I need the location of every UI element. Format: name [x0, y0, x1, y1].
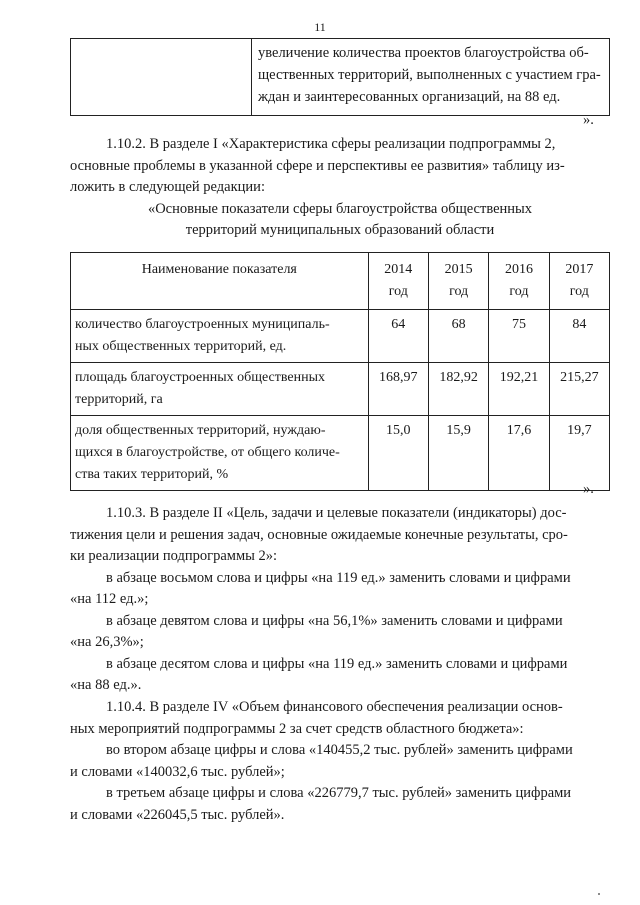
header-year: [368, 253, 428, 310]
paragraph-line: основные проблемы в указанной сфере и перспективы ее развития» таблицу из-: [70, 157, 565, 174]
year-unit: год: [569, 284, 589, 299]
paragraph-line: и словами «140032,6 тыс. рублей»;: [70, 763, 285, 780]
row-name-line: ных общественных территорий, ед.: [75, 339, 287, 354]
year-label: 2016: [504, 262, 533, 277]
row-name-line: площадь благоустроенных общественных: [75, 370, 326, 385]
paragraph-line: 1.10.2. В разделе I «Характеристика сферы реализации подпрограммы 2,: [106, 136, 556, 152]
header-name: Наименование показателя: [71, 253, 369, 310]
paragraph-line: в абзаце девятом слова и цифры «на 56,1%» заменить словами и цифрами: [106, 612, 563, 629]
value-cell: 64: [368, 310, 428, 363]
paragraph-line: во втором абзаце цифры и слова «140455,2 тыс. рублей» заменить цифрами: [106, 742, 573, 758]
table-row: [71, 310, 610, 363]
row-name: [71, 363, 369, 416]
closing-quote: ».: [583, 481, 594, 497]
table-title: [70, 199, 610, 241]
scan-speck: [598, 893, 600, 895]
header-year: [549, 253, 609, 310]
value-cell: 182,92: [428, 363, 488, 416]
indicators-table: [70, 252, 610, 491]
header-year: [428, 253, 488, 310]
year-label: 2014: [384, 262, 413, 277]
year-unit: год: [509, 284, 529, 299]
indicator-line: ждан и заинтересованных организаций, на 88 ед.: [258, 89, 561, 105]
row-name-line: щихся в благоустройстве, от общего количе-: [75, 445, 340, 460]
paragraph-line: тижения цели и решения задач, основные ожидаемые конечные результаты, сро-: [70, 526, 568, 543]
value-cell: 215,27: [549, 363, 609, 416]
table-row: [71, 416, 610, 491]
table-row: [71, 363, 610, 416]
value-cell: 192,21: [489, 363, 549, 416]
continued-table: [70, 38, 610, 116]
paragraph-line: ложить в следующей редакции:: [70, 179, 265, 195]
value-cell: 168,97: [368, 363, 428, 416]
paragraph-line: «на 26,3%»;: [70, 634, 144, 650]
paragraph-line: 1.10.3. В разделе II «Цель, задачи и целевые показатели (индикаторы) дос-: [106, 505, 567, 521]
year-label: 2015: [444, 262, 473, 277]
value-cell: 19,7: [549, 416, 609, 491]
empty-cell: [71, 39, 252, 116]
paragraph-line: «на 88 ед.».: [70, 677, 142, 693]
indicator-cell: [252, 39, 610, 116]
value-cell: 84: [549, 310, 609, 363]
value-cell: 15,9: [428, 416, 488, 491]
table-title-line: «Основные показатели сферы благоустройства общественных: [147, 201, 533, 217]
paragraph-line: в третьем абзаце цифры и слова «226779,7 тыс. рублей» заменить цифрами: [106, 785, 572, 801]
row-name: [71, 416, 369, 491]
paragraph-line: и словами «226045,5 тыс. рублей».: [70, 806, 285, 823]
row-name: [71, 310, 369, 363]
year-unit: год: [449, 284, 469, 299]
closing-quote: ».: [583, 112, 594, 128]
year-label: 2017: [565, 262, 594, 277]
paragraph-1-10-2: [70, 134, 610, 199]
value-cell: 68: [428, 310, 488, 363]
value-cell: 15,0: [368, 416, 428, 491]
row-name-line: территорий, га: [75, 392, 163, 407]
indicator-line: щественных территорий, выполненных с участием гра-: [258, 67, 601, 83]
paragraph-1-10-3: [70, 503, 610, 697]
row-name-line: ства таких территорий, %: [75, 467, 229, 482]
year-unit: год: [388, 284, 408, 299]
paragraph-line: в абзаце восьмом слова и цифры «на 119 ед.» заменить словами и цифрами: [106, 569, 571, 586]
paragraph-line: 1.10.4. В разделе IV «Объем финансового обеспечения реализации основ-: [106, 699, 563, 715]
paragraph-line: ных мероприятий подпрограммы 2 за счет средств областного бюджета»:: [70, 720, 524, 737]
paragraph-line: «на 112 ед.»;: [70, 591, 149, 607]
row-name-line: количество благоустроенных муниципаль-: [75, 317, 330, 332]
page-number: 11: [314, 20, 326, 34]
paragraph-line: ки реализации подпрограммы 2»:: [70, 548, 278, 564]
indicator-line: увеличение количества проектов благоустройства об-: [258, 45, 589, 61]
table-header-row: [71, 253, 610, 310]
value-cell: 17,6: [489, 416, 549, 491]
row-name-line: доля общественных территорий, нуждаю-: [75, 423, 326, 438]
table-title-line: территорий муниципальных образований области: [185, 222, 495, 238]
paragraph-line: в абзаце десятом слова и цифры «на 119 ед.» заменить словами и цифрами: [106, 655, 568, 672]
header-year: [489, 253, 549, 310]
paragraph-1-10-4: [70, 697, 610, 826]
value-cell: 75: [489, 310, 549, 363]
